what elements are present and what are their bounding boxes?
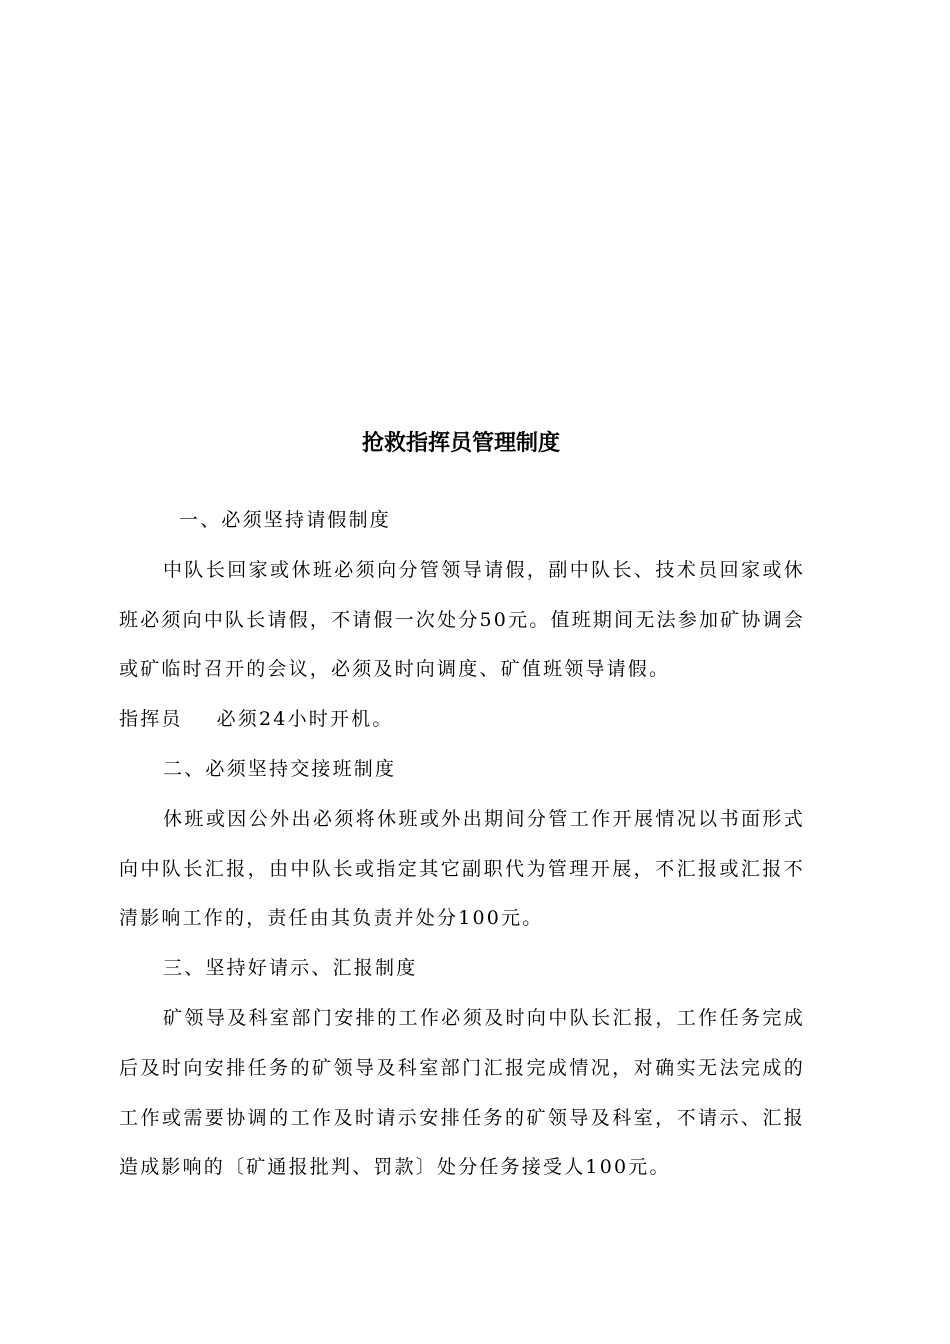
section-extra-line-1 (119, 695, 805, 745)
extra-line-start: 指挥员 (119, 708, 183, 731)
document-title: 抢救指挥员管理制度 (361, 431, 560, 456)
document-body (119, 496, 805, 1193)
section-paragraph-1: 中队长回家或休班必须向分管领导请假，副中队长、技术员回家或休班必须向中队长请假，不请假一次处分50元。值班期间无法参加矿协调会或矿临时召开的会议，必须及时向调度、矿值班领导请假。 (119, 558, 805, 681)
section-heading-3: 三、坚持好请示、汇报制度 (163, 957, 418, 980)
section-paragraph-2: 休班或因公外出必须将休班或外出期间分管工作开展情况以书面形式向中队长汇报，由中队长或指定其它副职代为管理开展，不汇报或汇报不清影响工作的，责任由其负责并处分100元。 (119, 807, 805, 930)
section-heading-2: 二、必须坚持交接班制度 (163, 757, 397, 780)
extra-line-end: 必须24小时开机。 (216, 708, 394, 731)
section-paragraph-3: 矿领导及科室部门安排的工作必须及时向中队长汇报，工作任务完成后及时向安排任务的矿领导及科室部门汇报完成情况，对确实无法完成的工作或需要协调的工作及时请示安排任务的矿领导及科室，不请示、汇报造成影响的〔矿通报批判、罚款〕处分任务接受人100元。 (119, 1006, 805, 1179)
section-heading-1: 一、必须坚持请假制度 (179, 509, 392, 531)
